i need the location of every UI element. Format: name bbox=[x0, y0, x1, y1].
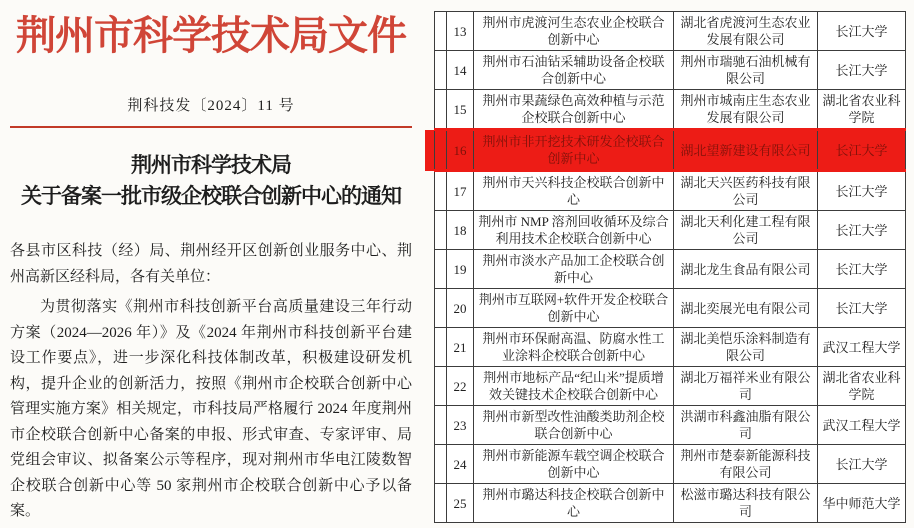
university-cell: 武汉工程大学 bbox=[818, 328, 906, 367]
center-name-cell: 荆州市新能源车载空调企校联合创新中心 bbox=[474, 445, 674, 484]
university-cell: 华中师范大学 bbox=[818, 484, 906, 523]
notice-title-line1: 荆州市科学技术局 bbox=[131, 153, 291, 177]
row-number-cell: 23 bbox=[447, 406, 474, 445]
salutation-text: 各县市区科技（经）局、荆州经开区创新创业服务中心、荆州高新区经科局，各有关单位： bbox=[10, 243, 412, 285]
university-cell: 长江大学 bbox=[818, 250, 906, 289]
center-name-cell: 荆州市新型改性油酸类助剂企校联合创新中心 bbox=[474, 406, 674, 445]
company-cell: 湖北望新建设有限公司 bbox=[674, 130, 818, 171]
company-cell: 湖北天利化建工程有限公司 bbox=[674, 211, 818, 250]
company-cell: 湖北万福祥米业有限公司 bbox=[674, 367, 818, 406]
row-number-cell: 20 bbox=[447, 289, 474, 328]
red-divider-rule bbox=[10, 126, 412, 128]
edge-sliver-cell bbox=[435, 445, 447, 484]
center-name-cell: 荆州市天兴科技企校联合创新中心 bbox=[474, 171, 674, 211]
center-name-cell: 荆州市互联网+软件开发企校联合创新中心 bbox=[474, 289, 674, 328]
company-cell: 荆州市城南庄生态农业发展有限公司 bbox=[674, 90, 818, 130]
approval-table bbox=[434, 11, 906, 523]
row-number-cell: 24 bbox=[447, 445, 474, 484]
center-name-cell: 荆州市非开挖技术研发企校联合创新中心 bbox=[474, 130, 674, 171]
company-cell: 荆州市瑞驰石油机械有限公司 bbox=[674, 51, 818, 90]
university-cell: 长江大学 bbox=[818, 445, 906, 484]
university-cell: 长江大学 bbox=[818, 289, 906, 328]
company-cell: 湖北省虎渡河生态农业发展有限公司 bbox=[674, 12, 818, 51]
edge-sliver-cell bbox=[435, 484, 447, 523]
company-cell: 湖北美恺乐涂料制造有限公司 bbox=[674, 328, 818, 367]
table-row bbox=[435, 90, 906, 130]
table-row bbox=[435, 171, 906, 211]
company-cell: 湖北龙生食品有限公司 bbox=[674, 250, 818, 289]
row-number-cell: 15 bbox=[447, 90, 474, 130]
edge-sliver-cell bbox=[435, 90, 447, 130]
center-name-cell: 荆州市淡水产品加工企校联合创新中心 bbox=[474, 250, 674, 289]
row-number-cell: 19 bbox=[447, 250, 474, 289]
row-number-cell: 22 bbox=[447, 367, 474, 406]
university-cell: 长江大学 bbox=[818, 51, 906, 90]
body-paragraph: 为贯彻落实《荆州市科技创新平台高质量建设三年行动方案（2024—2026 年）》及《2024 年荆州市科技创新平台建设工作要点》，进一步深化科技体制改革，积极建设研发机构，提升企业的创新活力，按照《荆州市企校联合创新中心管理实施方案》相关规定，市科技局严格履行 2024 年度荆州市企校联合创新中心备案的申报、形式审查、专家评审、局党组会审议、拟备案公示等程序，现对荆州市华电江陵数智企校联合创新中心等 50 家荆州市企校联合创新中心予以备案。 bbox=[10, 299, 412, 519]
university-cell: 湖北省农业科学院 bbox=[818, 367, 906, 406]
table-row bbox=[435, 250, 906, 289]
center-name-cell: 荆州市地标产品“纪山米”提质增效关键技术企校联合创新中心 bbox=[474, 367, 674, 406]
university-cell: 长江大学 bbox=[818, 211, 906, 250]
table-row bbox=[435, 130, 906, 171]
row-number-cell: 13 bbox=[447, 12, 474, 51]
university-cell: 武汉工程大学 bbox=[818, 406, 906, 445]
company-cell: 松滋市璐达科技有限公司 bbox=[674, 484, 818, 523]
row-number-cell: 16 bbox=[447, 130, 474, 171]
edge-sliver-cell bbox=[435, 171, 447, 211]
edge-sliver-cell bbox=[435, 367, 447, 406]
approval-table-pane bbox=[434, 0, 914, 528]
table-row bbox=[435, 289, 906, 328]
document-header-title: 荆州市科学技术局文件 bbox=[16, 13, 406, 58]
edge-sliver-cell bbox=[435, 328, 447, 367]
center-name-cell: 荆州市石油钻采辅助设备企校联合创新中心 bbox=[474, 51, 674, 90]
edge-sliver-cell bbox=[435, 289, 447, 328]
table-row bbox=[435, 484, 906, 523]
company-cell: 湖北奕展光电有限公司 bbox=[674, 289, 818, 328]
university-cell: 长江大学 bbox=[818, 12, 906, 51]
table-row bbox=[435, 328, 906, 367]
table-row bbox=[435, 211, 906, 250]
table-row bbox=[435, 12, 906, 51]
approval-table-body bbox=[435, 12, 906, 523]
row-number-cell: 18 bbox=[447, 211, 474, 250]
table-row bbox=[435, 406, 906, 445]
official-document bbox=[0, 0, 434, 528]
edge-sliver-cell bbox=[435, 130, 447, 171]
row-number-cell: 21 bbox=[447, 328, 474, 367]
university-cell: 湖北省农业科学院 bbox=[818, 90, 906, 130]
center-name-cell: 荆州市虎渡河生态农业企校联合创新中心 bbox=[474, 12, 674, 51]
notice-title-line2: 关于备案一批市级企校联合创新中心的通知 bbox=[21, 184, 401, 208]
document-number: 荆科技发〔2024〕11 号 bbox=[127, 98, 295, 114]
row-number-cell: 14 bbox=[447, 51, 474, 90]
center-name-cell: 荆州市 NMP 溶剂回收循环及综合利用技术企校联合创新中心 bbox=[474, 211, 674, 250]
notice-title bbox=[10, 150, 412, 212]
table-row bbox=[435, 445, 906, 484]
university-cell: 长江大学 bbox=[818, 130, 906, 171]
center-name-cell: 荆州市璐达科技企校联合创新中心 bbox=[474, 484, 674, 523]
center-name-cell: 荆州市环保耐高温、防腐水性工业涂料企校联合创新中心 bbox=[474, 328, 674, 367]
table-row bbox=[435, 367, 906, 406]
edge-sliver-cell bbox=[435, 51, 447, 90]
edge-sliver-cell bbox=[435, 250, 447, 289]
company-cell: 湖北天兴医药科技有限公司 bbox=[674, 171, 818, 211]
center-name-cell: 荆州市果蔬绿色高效种植与示范企校联合创新中心 bbox=[474, 90, 674, 130]
company-cell: 洪湖市科鑫油脂有限公司 bbox=[674, 406, 818, 445]
row-number-cell: 25 bbox=[447, 484, 474, 523]
row-number-cell: 17 bbox=[447, 171, 474, 211]
edge-sliver-cell bbox=[435, 211, 447, 250]
company-cell: 荆州市楚泰新能源科技有限公司 bbox=[674, 445, 818, 484]
edge-sliver-cell bbox=[435, 12, 447, 51]
university-cell: 长江大学 bbox=[818, 171, 906, 211]
table-row bbox=[435, 51, 906, 90]
edge-sliver-cell bbox=[435, 406, 447, 445]
